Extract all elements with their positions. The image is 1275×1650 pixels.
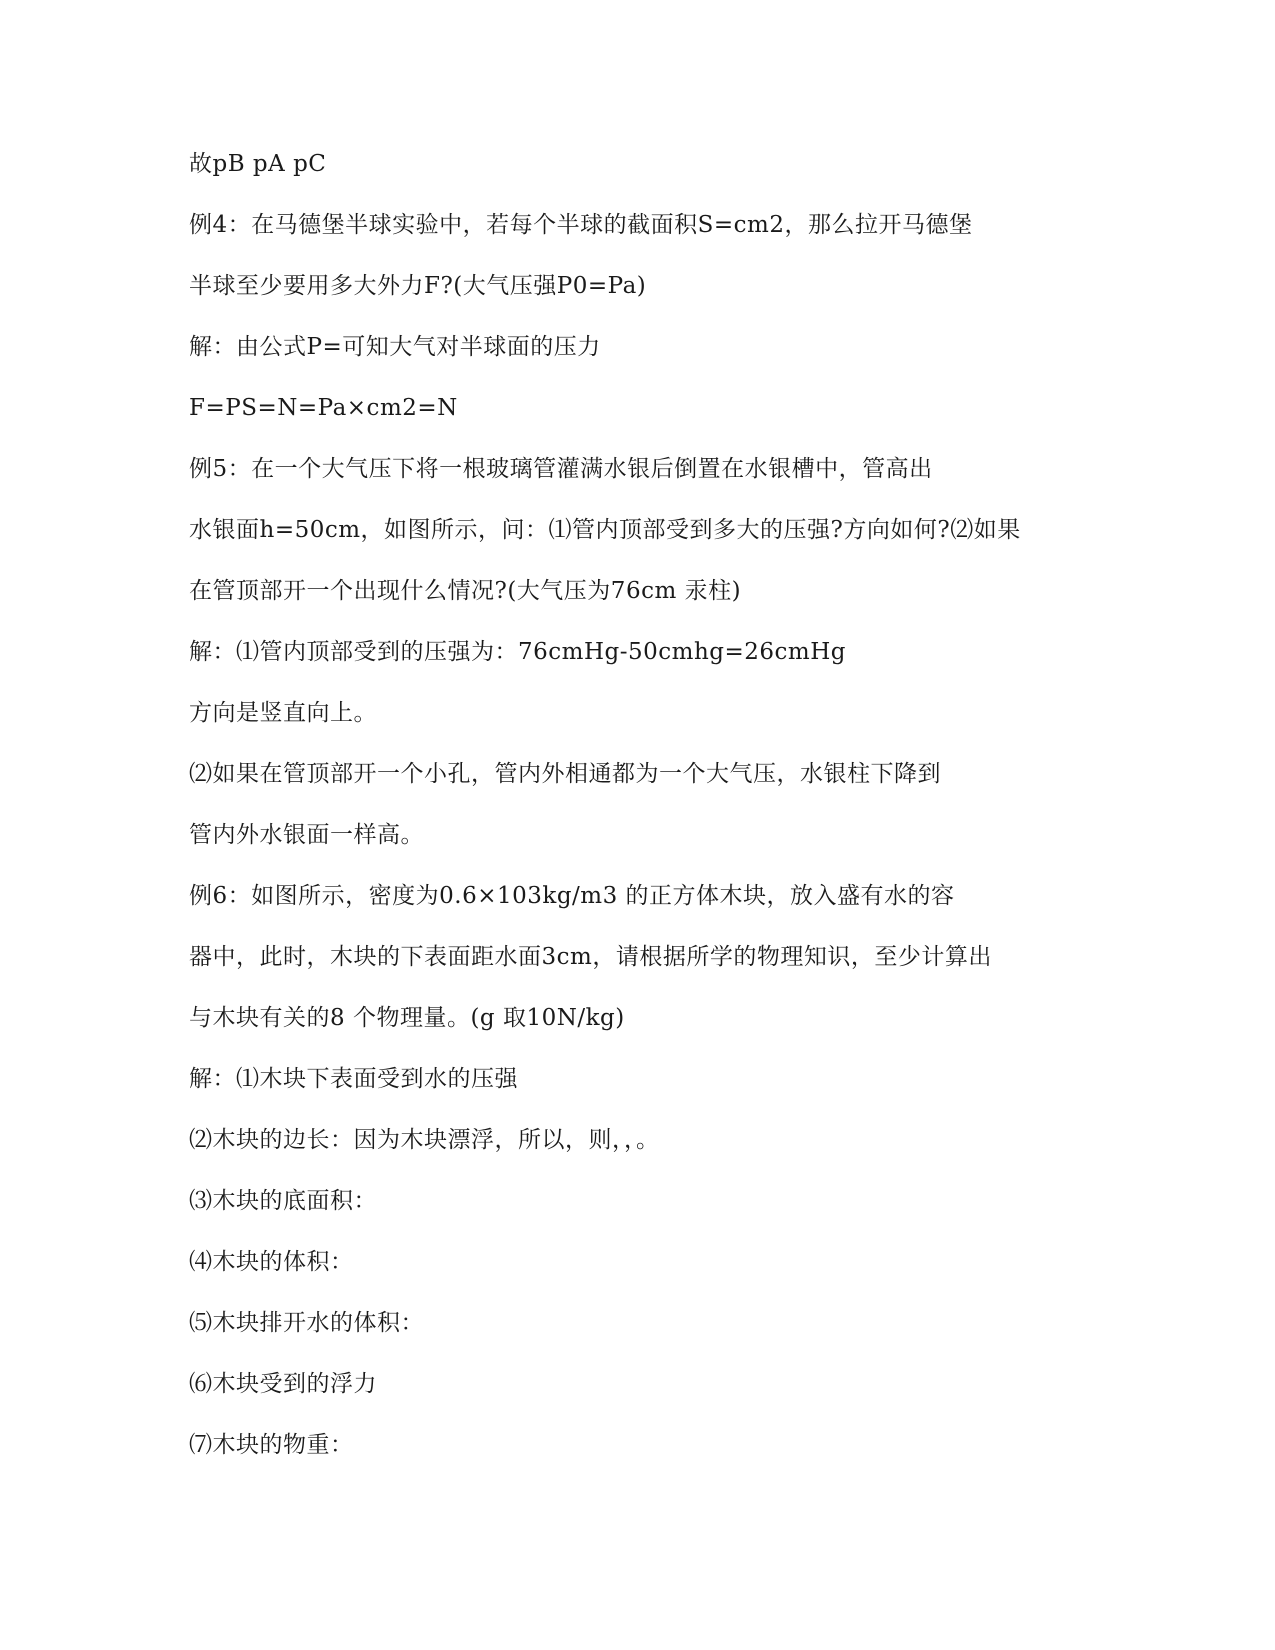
text-line: ⑺木块的物重： — [189, 1432, 354, 1458]
text-line: 例6：如图所示，密度为0.6×103kg/m3 的正方体木块，放入盛有水的容 — [189, 883, 955, 909]
text-line: ⑸木块排开水的体积： — [189, 1310, 424, 1336]
text-line: 半球至少要用多大外力F?(大气压强P0=Pa) — [189, 273, 647, 299]
text-line: F=PS=N=Pa×cm2=N — [189, 395, 458, 421]
text-line: 例4：在马德堡半球实验中，若每个半球的截面积S=cm2，那么拉开马德堡 — [189, 212, 973, 238]
text-line: 例5：在一个大气压下将一根玻璃管灌满水银后倒置在水银槽中，管高出 — [189, 456, 933, 482]
text-line: 水银面h=50cm，如图所示，问：⑴管内顶部受到多大的压强?方向如何?⑵如果 — [189, 517, 1021, 543]
text-line: 解：由公式P=可知大气对半球面的压力 — [189, 334, 601, 360]
text-line: 故pB pA pC — [189, 151, 327, 177]
text-line: 在管顶部开一个出现什么情况?(大气压为76cm 汞柱) — [189, 578, 742, 604]
text-line: 解：⑴管内顶部受到的压强为：76cmHg-50cmhg=26cmHg — [189, 639, 847, 665]
text-line: 与木块有关的8 个物理量。(g 取10N/kg) — [189, 1005, 625, 1031]
text-line: ⑵如果在管顶部开一个小孔，管内外相通都为一个大气压，水银柱下降到 — [189, 761, 941, 787]
text-line: ⑷木块的体积： — [189, 1249, 354, 1275]
text-line: ⑵木块的边长：因为木块漂浮，所以，则，，。 — [189, 1127, 660, 1153]
text-line: ⑶木块的底面积： — [189, 1188, 377, 1214]
text-line: 器中，此时，木块的下表面距水面3cm，请根据所学的物理知识，至少计算出 — [189, 944, 992, 970]
text-line: 解：⑴木块下表面受到水的压强 — [189, 1066, 518, 1092]
text-line: 管内外水银面一样高。 — [189, 822, 424, 848]
text-line: 方向是竖直向上。 — [189, 700, 377, 726]
document-body — [189, 146, 1089, 1488]
text-line: ⑹木块受到的浮力 — [189, 1371, 377, 1397]
